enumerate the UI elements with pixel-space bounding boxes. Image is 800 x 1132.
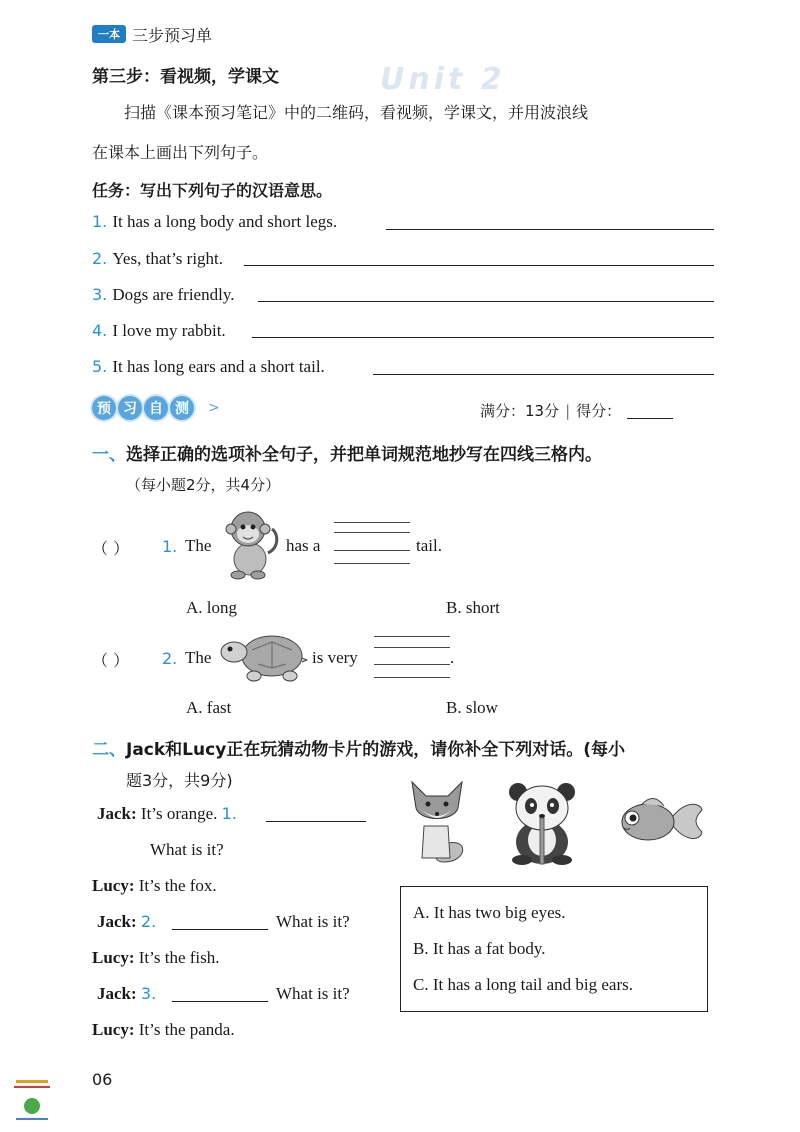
score-label: 得分： — [576, 402, 622, 420]
speaker-name: Lucy: — [92, 876, 135, 895]
dialogue-line — [92, 1020, 235, 1040]
score-field[interactable] — [627, 402, 673, 419]
section-2-note: 题3分，共9分) — [126, 771, 233, 790]
answer-line[interactable] — [252, 337, 714, 338]
dialogue-text: It’s the fish. — [138, 948, 220, 967]
q2-after: . — [450, 648, 455, 667]
section-number: 一、 — [92, 445, 126, 465]
answer-line[interactable] — [386, 229, 714, 230]
score-divider: | — [565, 401, 571, 420]
option-a: A. fast — [186, 698, 232, 717]
dialogue-blank[interactable] — [266, 821, 366, 822]
sentence-number: 3. — [92, 285, 108, 304]
answer-line[interactable] — [373, 374, 714, 375]
option-b: B. slow — [446, 698, 498, 717]
four-line-grid[interactable] — [334, 522, 410, 564]
section-number: 二、 — [92, 740, 126, 760]
box-option-b: B. It has a fat body. — [413, 939, 546, 958]
speaker-name: Jack: — [97, 984, 137, 1003]
q1-middle: has a — [286, 536, 321, 555]
sentence-text: Yes, that’s right. — [112, 249, 224, 268]
badge-char: 测 — [170, 396, 194, 420]
sentence-row — [92, 357, 325, 377]
turtle-illustration — [218, 628, 308, 684]
badge-char: 预 — [92, 396, 116, 420]
dialogue-line — [97, 912, 156, 932]
sentence-text: Dogs are friendly. — [112, 285, 235, 304]
section-1-title — [92, 440, 602, 465]
question-number: 1. — [162, 537, 178, 556]
badge-char: 自 — [144, 396, 168, 420]
monkey-illustration — [218, 505, 282, 581]
speaker-name: Lucy: — [92, 1020, 135, 1039]
goldfish-illustration — [614, 790, 704, 852]
panda-illustration — [504, 780, 580, 866]
page-header — [92, 22, 212, 46]
dialogue-question: What is it? — [276, 912, 350, 931]
blank-number: 2. — [140, 912, 157, 931]
publisher-logo-icon — [10, 1078, 54, 1122]
full-score-label: 满分：13分 — [480, 402, 560, 420]
dialogue-line — [92, 948, 220, 968]
sentence-number: 2. — [92, 249, 108, 268]
box-option-a: A. It has two big eyes. — [413, 903, 566, 922]
q1-before: The — [185, 536, 212, 555]
option-b: B. short — [446, 598, 500, 617]
sentence-number: 4. — [92, 321, 108, 340]
step-heading: 第三步：看视频，学课文 — [92, 67, 279, 87]
fox-illustration — [404, 774, 470, 866]
section-title-text: 选择正确的选项补全句子，并把单词规范地抄写在四线三格内。 — [126, 445, 602, 465]
options-box — [400, 886, 708, 1012]
speaker-name: Jack: — [97, 912, 137, 931]
sentence-text: I love my rabbit. — [112, 321, 226, 340]
four-line-grid[interactable] — [374, 636, 450, 678]
option-a: A. long — [186, 598, 237, 617]
page-number: 06 — [92, 1070, 113, 1089]
preview-self-test-badge — [92, 396, 194, 420]
section-2-title — [92, 735, 625, 760]
watermark: Unit 2 — [380, 62, 506, 97]
task-heading: 任务：写出下列句子的汉语意思。 — [92, 181, 333, 200]
dialogue-line — [92, 876, 217, 896]
instruction-line-1: 扫描《课本预习笔记》中的二维码，看视频，学课文，并用波浪线 — [124, 103, 589, 122]
box-option-c: C. It has a long tail and big ears. — [413, 975, 634, 994]
blank-number: 1. — [221, 804, 237, 823]
dialogue-question: What is it? — [276, 984, 350, 1003]
instruction-line-2: 在课本上画出下列句子。 — [92, 143, 269, 162]
dialogue-continuation: What is it? — [150, 840, 224, 859]
chevron-right-icon: > — [208, 400, 220, 416]
q2-before: The — [185, 648, 212, 667]
sentence-row — [92, 285, 234, 305]
speaker-name: Jack: — [97, 804, 137, 823]
sentence-row — [92, 212, 337, 232]
header-title: 三步预习单 — [132, 25, 213, 45]
score-area — [480, 400, 673, 421]
speaker-name: Lucy: — [92, 948, 135, 967]
answer-line[interactable] — [244, 265, 714, 266]
dialogue-blank[interactable] — [172, 1001, 268, 1002]
answer-line[interactable] — [258, 301, 714, 302]
sentence-number: 1. — [92, 212, 108, 231]
question-number: 2. — [162, 649, 178, 668]
section-title-text: Jack和Lucy正在玩猜动物卡片的游戏，请你补全下列对话。(每小 — [126, 740, 626, 760]
answer-paren[interactable]: （ ） — [92, 651, 130, 670]
dialogue-text: It’s the panda. — [138, 1020, 235, 1039]
dialogue-line — [97, 804, 237, 824]
sentence-number: 5. — [92, 357, 108, 376]
badge-char: 习 — [118, 396, 142, 420]
sentence-text: It has a long body and short legs. — [112, 212, 338, 231]
q1-after: tail. — [416, 536, 442, 555]
dialogue-line — [97, 984, 156, 1004]
blank-number: 3. — [140, 984, 157, 1003]
sentence-row — [92, 249, 223, 269]
answer-paren[interactable]: （ ） — [92, 539, 130, 558]
q2-middle: is very — [312, 648, 358, 667]
dialogue-text: It’s orange. — [140, 804, 222, 823]
sentence-text: It has long ears and a short tail. — [112, 357, 325, 376]
sentence-row — [92, 321, 226, 341]
dialogue-blank[interactable] — [172, 929, 268, 930]
brand-logo: 一本 — [92, 25, 126, 43]
dialogue-text: It’s the fox. — [138, 876, 217, 895]
section-1-note: （每小题2分，共4分） — [126, 476, 281, 494]
